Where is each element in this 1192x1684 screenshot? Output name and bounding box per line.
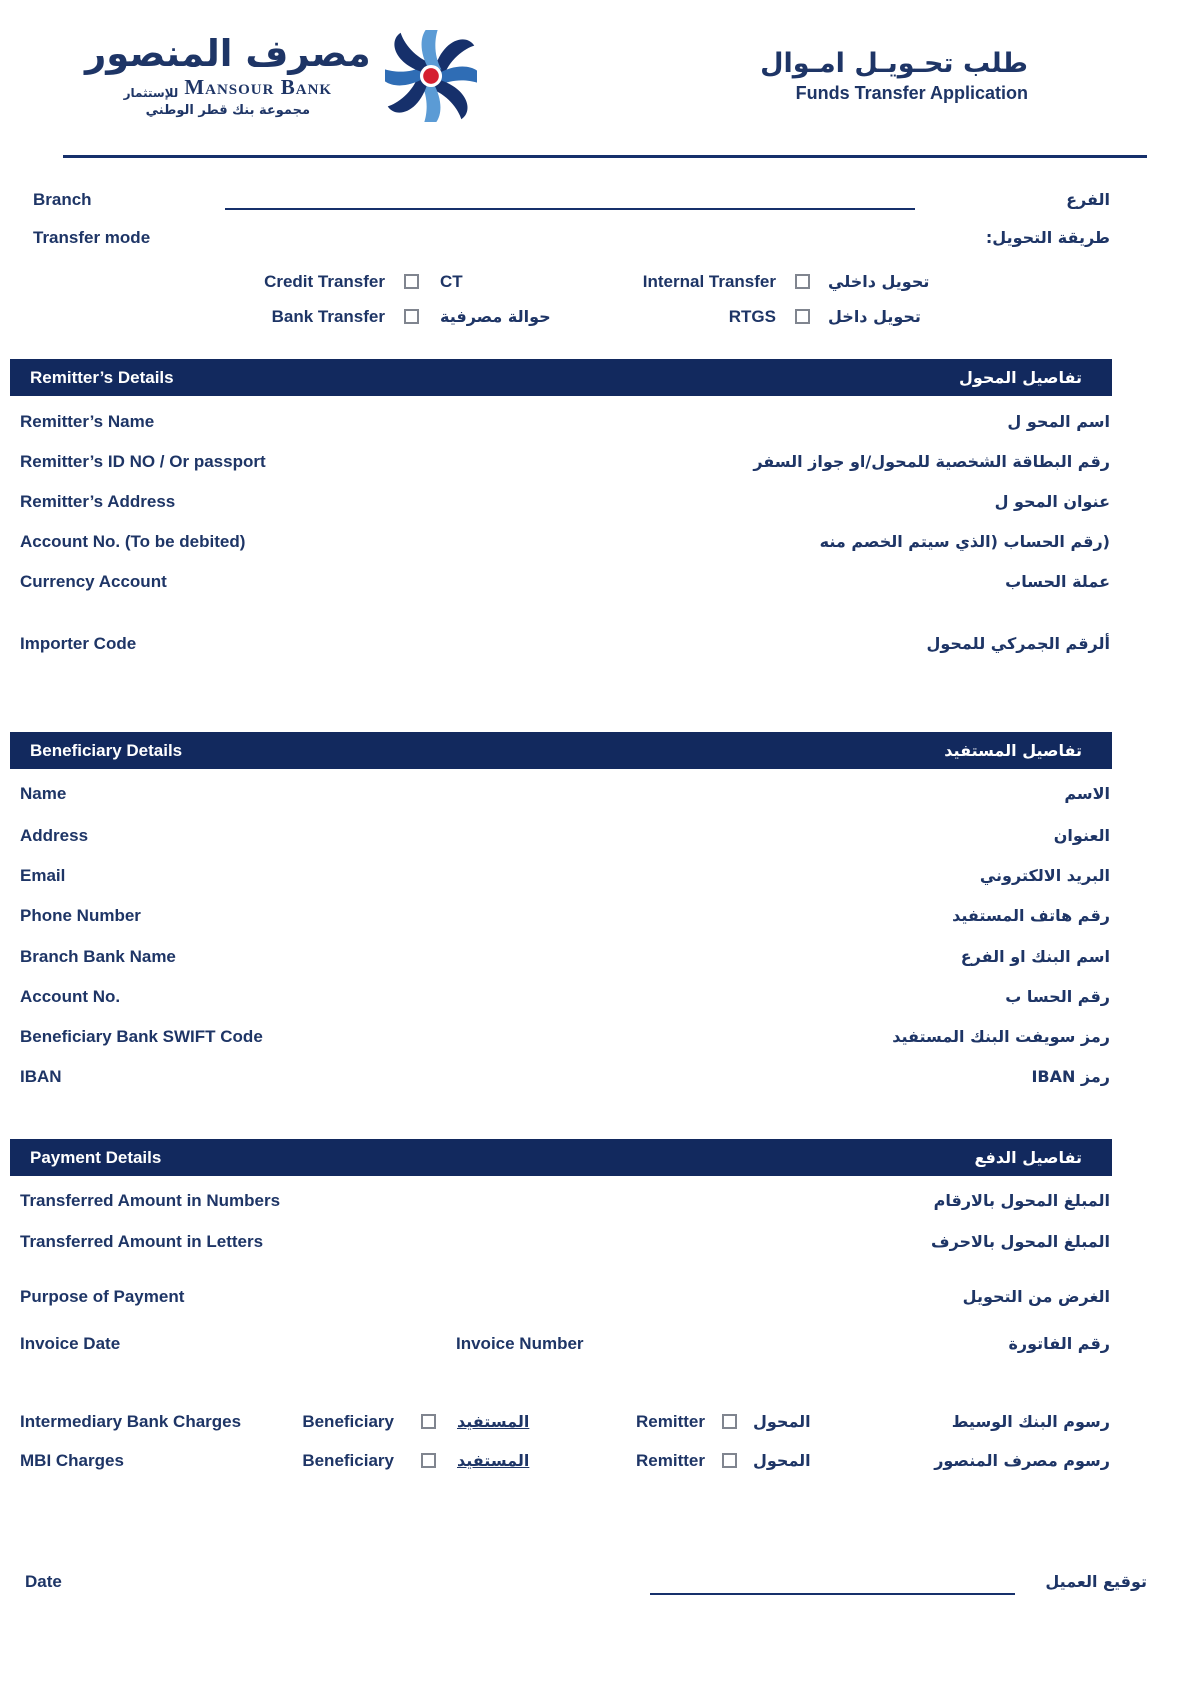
field-label-ar: البريد الالكتروني bbox=[979, 866, 1110, 885]
field-label-ar: رقم الحسا ب bbox=[1005, 987, 1110, 1006]
credit-transfer-code: CT bbox=[440, 272, 463, 291]
field-label-en: IBAN bbox=[20, 1067, 62, 1086]
field-label-ar: المبلغ المحول بالارقام bbox=[933, 1191, 1110, 1210]
branch-label-arabic: الفرع bbox=[1066, 190, 1110, 209]
intermediary-charges-label: Intermediary Bank Charges bbox=[20, 1412, 242, 1431]
field-row-swift-code[interactable] bbox=[0, 1027, 1192, 1053]
credit-transfer-label: Credit Transfer bbox=[264, 272, 385, 291]
bank-logo-text bbox=[85, 34, 371, 118]
header-divider bbox=[63, 155, 1147, 158]
remitter-section-title-arabic: تفاصيل المحول bbox=[958, 368, 1082, 387]
field-row-beneficiary-name[interactable] bbox=[0, 784, 1192, 810]
field-label-en: Address bbox=[20, 826, 89, 845]
field-label-ar: اسم المحو ل bbox=[1007, 412, 1110, 431]
beneficiary-option-label: Beneficiary bbox=[302, 1451, 394, 1470]
bank-transfer-checkbox[interactable] bbox=[404, 309, 419, 324]
intermediary-charges-beneficiary-checkbox[interactable] bbox=[421, 1414, 436, 1429]
field-row-purpose[interactable] bbox=[0, 1287, 1192, 1313]
field-row-beneficiary-account[interactable] bbox=[0, 987, 1192, 1013]
beneficiary-option-label: Beneficiary bbox=[302, 1412, 394, 1431]
field-label-ar: اسم البنك او الفرع bbox=[960, 947, 1110, 966]
remitter-section-header bbox=[10, 359, 1112, 396]
intermediary-charges-label-arabic: رسوم البنك الوسيط bbox=[951, 1412, 1110, 1431]
rtgs-label: RTGS bbox=[728, 307, 776, 326]
field-label-ar: المبلغ المحول بالاحرف bbox=[930, 1232, 1110, 1251]
field-row-beneficiary-address[interactable] bbox=[0, 826, 1192, 852]
transfer-mode-label-arabic: طريقة التحويل: bbox=[985, 228, 1110, 247]
field-label-en: Phone Number bbox=[20, 906, 141, 925]
mode-row-2 bbox=[0, 307, 1192, 333]
field-label-en: Branch Bank Name bbox=[20, 947, 176, 966]
remitter-option-label-arabic: المحول bbox=[753, 1451, 811, 1470]
remitter-option-label-arabic: المحول bbox=[753, 1412, 811, 1431]
invoice-date-label: Invoice Date bbox=[20, 1334, 121, 1353]
field-label-en: Name bbox=[20, 784, 67, 803]
field-label-ar: رمز IBAN bbox=[1031, 1067, 1110, 1086]
mbi-charges-beneficiary-checkbox[interactable] bbox=[421, 1453, 436, 1468]
remitter-option-label: Remitter bbox=[636, 1412, 705, 1431]
form-title-arabic: طلب تحـويـل امـوال bbox=[760, 48, 1028, 79]
field-row-remitter-address[interactable] bbox=[0, 492, 1192, 518]
payment-section-title: Payment Details bbox=[30, 1148, 162, 1167]
field-label-en: Transferred Amount in Letters bbox=[20, 1232, 264, 1251]
field-row-beneficiary-phone[interactable] bbox=[0, 906, 1192, 932]
rtgs-label-arabic: تحويل داخل bbox=[828, 307, 921, 326]
investment-label-arabic: للإستثمار bbox=[123, 85, 179, 100]
field-label-ar: عملة الحساب bbox=[1005, 572, 1110, 591]
field-row-remitter-id[interactable] bbox=[0, 452, 1192, 478]
field-label-ar: عنوان المحو ل bbox=[994, 492, 1110, 511]
form-title bbox=[760, 46, 1028, 104]
bank-transfer-label: Bank Transfer bbox=[271, 307, 385, 326]
field-label-en: Remitter’s Address bbox=[20, 492, 176, 511]
field-row-beneficiary-email[interactable] bbox=[0, 866, 1192, 892]
branch-row bbox=[0, 190, 1192, 216]
field-row-branch-bank-name[interactable] bbox=[0, 947, 1192, 973]
intermediary-charges-row bbox=[0, 1412, 1192, 1438]
mbi-charges-row bbox=[0, 1451, 1192, 1477]
field-label-ar: ألرقم الجمركي للمحول bbox=[926, 634, 1110, 653]
field-label-en: Remitter’s Name bbox=[20, 412, 155, 431]
field-row-amount-letters[interactable] bbox=[0, 1232, 1192, 1258]
field-label-ar: الاسم bbox=[1064, 784, 1110, 803]
form-title-english: Funds Transfer Application bbox=[795, 83, 1028, 104]
transfer-mode-label: Transfer mode bbox=[33, 228, 151, 247]
payment-section-title-arabic: تفاصيل الدفع bbox=[974, 1148, 1082, 1167]
field-label-ar: رقم هاتف المستفيد bbox=[952, 906, 1110, 925]
field-row-account-debited[interactable] bbox=[0, 532, 1192, 558]
field-label-en: Purpose of Payment bbox=[20, 1287, 185, 1306]
field-label-en: Account No. (To be debited) bbox=[20, 532, 246, 551]
beneficiary-section-title-arabic: تفاصيل المستفيد bbox=[944, 741, 1082, 760]
internal-transfer-label-arabic: تحويل داخلي bbox=[828, 272, 930, 291]
mode-row-1 bbox=[0, 272, 1192, 298]
customer-signature-label-arabic: توقيع العميل bbox=[1045, 1572, 1147, 1591]
date-label: Date bbox=[25, 1572, 62, 1591]
field-row-invoice[interactable] bbox=[0, 1334, 1192, 1360]
payment-section-header bbox=[10, 1139, 1112, 1176]
field-row-amount-numbers[interactable] bbox=[0, 1191, 1192, 1217]
beneficiary-section-title: Beneficiary Details bbox=[30, 741, 183, 760]
credit-transfer-checkbox[interactable] bbox=[404, 274, 419, 289]
field-label-en: Currency Account bbox=[20, 572, 167, 591]
field-label-ar: الغرض من التحويل bbox=[962, 1287, 1110, 1306]
field-row-iban[interactable] bbox=[0, 1067, 1192, 1093]
field-label-ar: رمز سويفت البنك المستفيد bbox=[892, 1027, 1110, 1046]
bank-logo bbox=[85, 30, 477, 122]
beneficiary-option-label-arabic: المستفيد bbox=[457, 1451, 530, 1470]
rtgs-checkbox[interactable] bbox=[795, 309, 810, 324]
field-label-en: Beneficiary Bank SWIFT Code bbox=[20, 1027, 263, 1046]
remitter-section-title: Remitter’s Details bbox=[30, 368, 174, 387]
internal-transfer-label: Internal Transfer bbox=[642, 272, 776, 291]
beneficiary-section-header bbox=[10, 732, 1112, 769]
field-label-en: Importer Code bbox=[20, 634, 137, 653]
bank-name-english: Mansour Bank bbox=[184, 74, 333, 99]
intermediary-charges-remitter-checkbox[interactable] bbox=[722, 1414, 737, 1429]
beneficiary-option-label-arabic: المستفيد bbox=[457, 1412, 530, 1431]
field-label-en: Email bbox=[20, 866, 66, 885]
field-label-ar: رقم البطاقة الشخصية للمحول/او جواز السفر bbox=[753, 452, 1110, 471]
transfer-mode-row bbox=[0, 228, 1192, 254]
field-label-en: Remitter’s ID NO / Or passport bbox=[20, 452, 266, 471]
mbi-charges-label-arabic: رسوم مصرف المنصور bbox=[934, 1451, 1110, 1470]
invoice-number-label: Invoice Number bbox=[456, 1334, 584, 1353]
mbi-charges-remitter-checkbox[interactable] bbox=[722, 1453, 737, 1468]
field-row-remitter-name[interactable] bbox=[0, 412, 1192, 438]
signature-line[interactable] bbox=[650, 1593, 1015, 1595]
field-row-importer-code[interactable] bbox=[0, 634, 1192, 660]
field-label-en: Transferred Amount in Numbers bbox=[20, 1191, 281, 1210]
bank-group-line-arabic: مجموعة بنك قطر الوطني bbox=[145, 102, 311, 118]
pinwheel-icon bbox=[385, 30, 477, 122]
mbi-charges-label: MBI Charges bbox=[20, 1451, 124, 1470]
field-label-ar: رقم الفاتورة bbox=[1008, 1334, 1110, 1353]
bank-transfer-label-arabic: حوالة مصرفية bbox=[440, 307, 551, 326]
bank-name-arabic: مصرف المنصور bbox=[85, 32, 371, 76]
remitter-option-label: Remitter bbox=[636, 1451, 705, 1470]
branch-input-line[interactable] bbox=[225, 208, 915, 210]
internal-transfer-checkbox[interactable] bbox=[795, 274, 810, 289]
branch-label: Branch bbox=[33, 190, 92, 209]
field-row-currency-account[interactable] bbox=[0, 572, 1192, 598]
field-label-ar: (رقم الحساب (الذي سيتم الخصم منه bbox=[819, 532, 1110, 551]
field-label-ar: العنوان bbox=[1053, 826, 1110, 845]
field-label-en: Account No. bbox=[20, 987, 121, 1006]
